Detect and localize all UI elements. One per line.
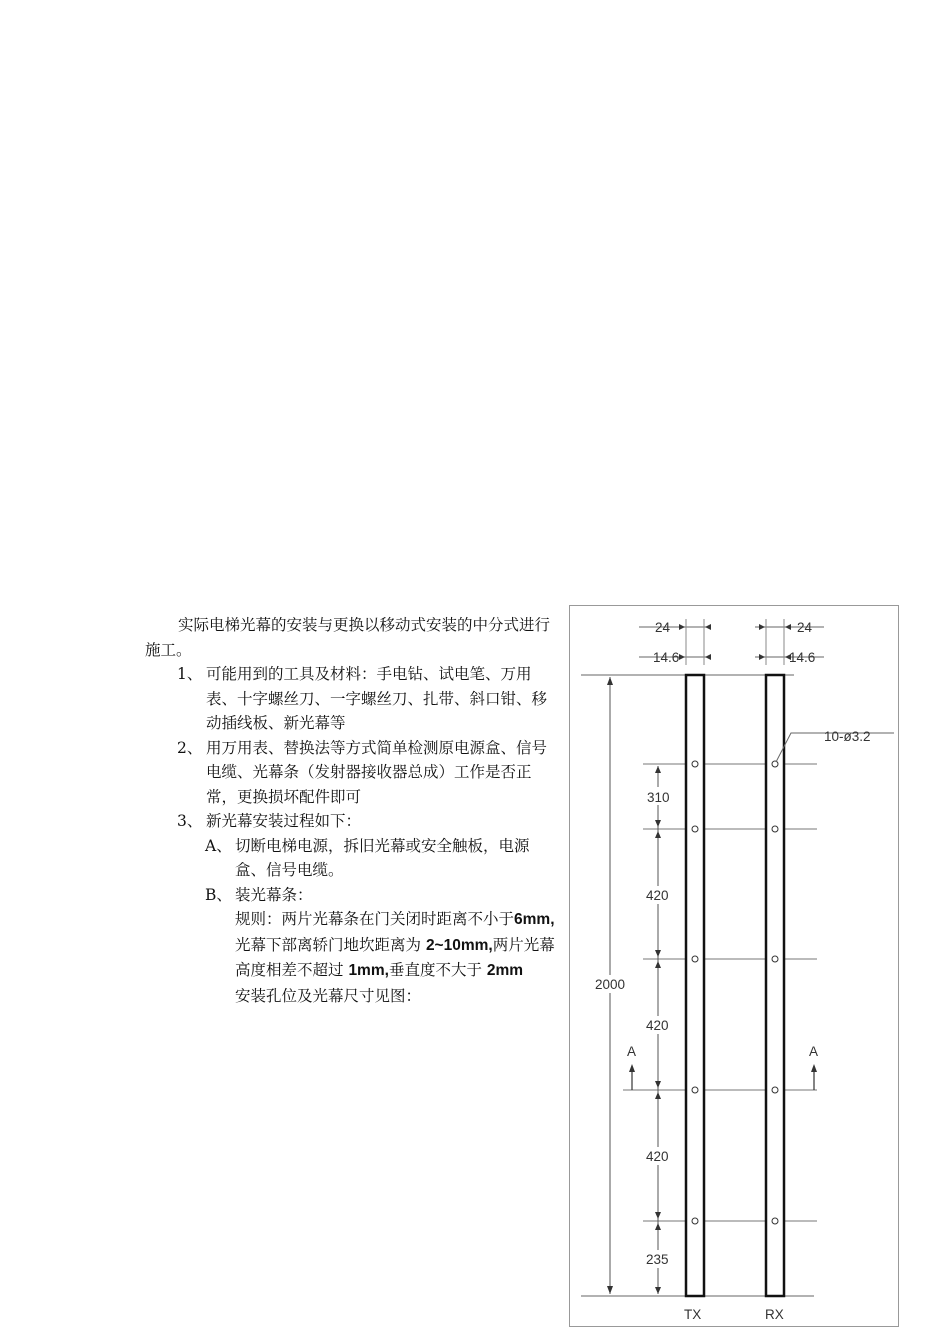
sub-number: A、 [205,836,232,855]
total-height-label: 2000 [595,977,626,992]
hole-marker [692,956,698,962]
segment-label-2: 420 [646,888,669,903]
sub-text: 装光幕条： [235,885,313,904]
hole-spec-label: 10-ø3.2 [824,729,871,744]
list-item [145,662,557,736]
list-number: 1、 [177,665,203,683]
width-label-left: 24 [655,620,671,635]
rule-paragraph [145,907,557,984]
intro-paragraph: 实际电梯光幕的安装与更换以移动式安装的中分式进行施工。 [145,616,551,659]
dimension-drawing-svg [569,605,899,1327]
rule-text: 光幕下部离轿门地坎距离为 [235,935,426,954]
sub-item-a [145,834,557,883]
section-label-right: A [809,1044,819,1059]
hole-marker [692,1087,698,1093]
hole-marker [692,826,698,832]
rx-label: RX [765,1307,784,1322]
dimension-drawing [569,605,899,1327]
segment-label-1: 310 [647,790,670,805]
hole-marker [772,1218,778,1224]
section-label-left: A [627,1044,637,1059]
figure-reference: 安装孔位及光幕尺寸见图： [235,986,422,1005]
rule-text: 垂直度不大于 [388,961,487,979]
rule-text: 两片光幕高度相差不超过 [235,935,555,979]
rule-text: 规则：两片光幕条在门关闭时距离不小于 [235,910,515,928]
list-text: 新光幕安装过程如下： [206,812,362,830]
sub-number: B、 [205,885,232,904]
document-text [145,613,557,1008]
list-number: 3、 [177,812,203,830]
tx-bar [686,675,704,1296]
inner-label-right: 14.6 [789,650,816,665]
hole-marker [772,956,778,962]
hole-marker [692,1218,698,1224]
tx-label: TX [684,1307,702,1322]
hole-marker [772,761,778,767]
rule-value: 1mm, [348,962,389,979]
hole-marker [772,826,778,832]
segment-label-4: 420 [646,1149,669,1164]
segment-label-5: 235 [646,1252,669,1267]
rule-value: 6mm, [514,911,555,928]
rule-value: 2mm [486,962,524,979]
list-text: 可能用到的工具及材料：手电钻、试电笔、万用表、十字螺丝刀、一字螺丝刀、扎带、斜口钳、移动插线板、新光幕等 [206,665,548,732]
figure-frame [570,606,899,1327]
hole-marker [772,1087,778,1093]
width-label-right: 24 [797,620,813,635]
rx-bar [766,675,784,1296]
sub-text: 切断电梯电源，拆旧光幕或安全触板，电源盒、信号电缆。 [235,836,530,879]
list-number: 2、 [177,738,203,757]
sub-item-b [145,883,557,908]
list-text: 用万用表、替换法等方式简单检测原电源盒、信号电缆、光幕条（发射器接收器总成）工作是否正常，更换损坏配件即可 [206,738,548,806]
list-item [145,809,557,834]
list-item [145,736,557,810]
rule-value: 2~10mm, [425,936,493,954]
inner-label-left: 14.6 [653,650,680,665]
hole-marker [692,761,698,767]
segment-label-3: 420 [646,1018,669,1033]
